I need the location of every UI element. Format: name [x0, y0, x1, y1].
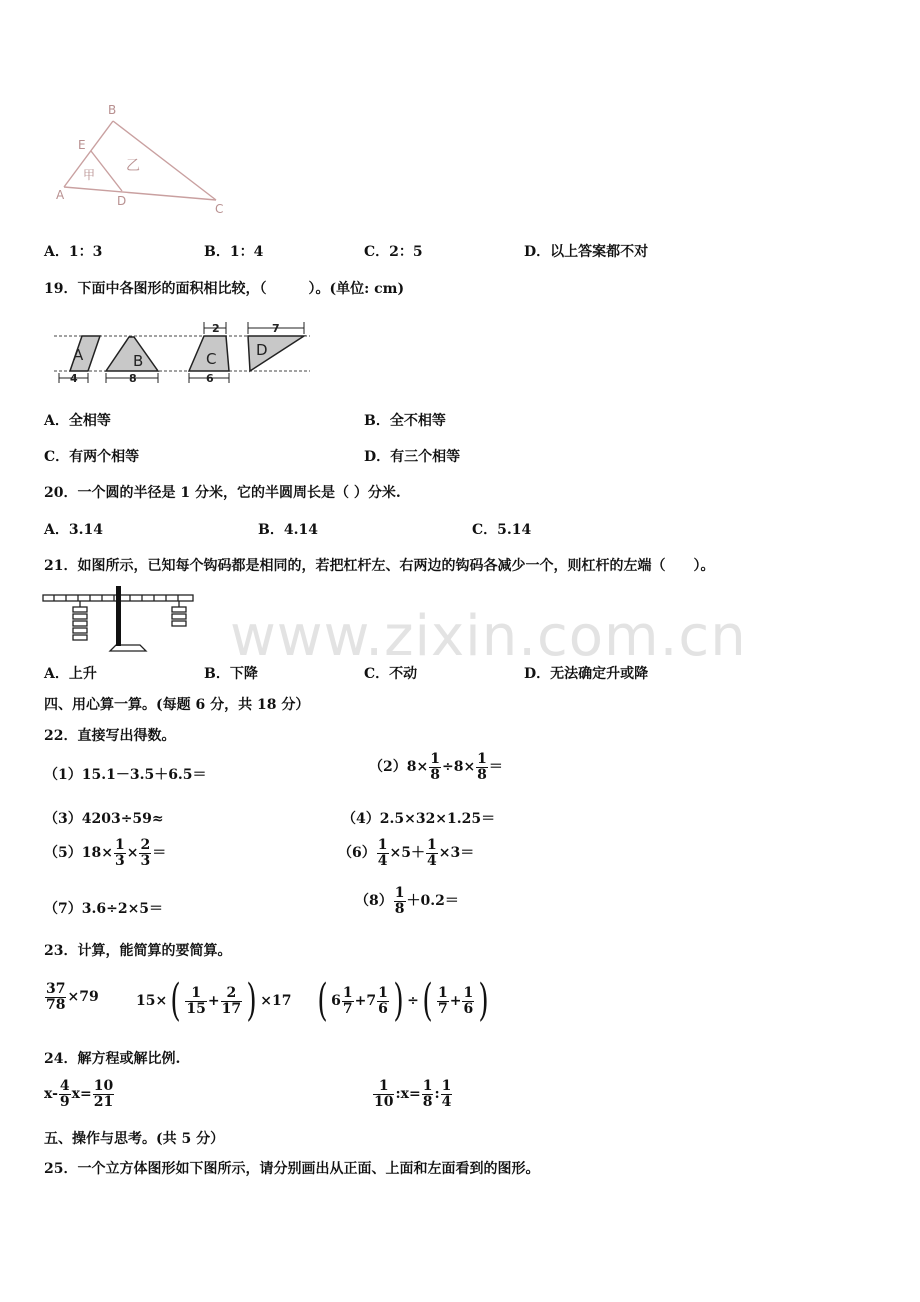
e6-post: ×3＝	[438, 845, 475, 862]
dim-2: 2	[212, 322, 220, 335]
left-paren: (	[317, 975, 328, 1026]
e2-post: ＝	[488, 759, 503, 776]
q22-expr-6	[338, 838, 474, 868]
q21-question: 21．如图所示，已知每个钩码都是相同的，若把杠杆左、右两边的钩码各减少一个，则杠杆的左端（ ）。	[44, 558, 715, 574]
dim-4: 4	[70, 372, 78, 385]
fraction: $\frac{1}{6}$	[463, 984, 474, 1017]
fraction: $\frac{1}{7}$	[342, 984, 353, 1017]
q21-lever-figure	[42, 585, 198, 655]
right-paren: )	[478, 975, 489, 1026]
fraction: $\frac{1}{10}$	[374, 1078, 394, 1110]
q22-expr-3: （3）4203÷59≈	[44, 811, 164, 827]
e8-post: ＋0.2＝	[406, 893, 459, 910]
q22-expr-4: （4）2.5×32×1.25＝	[342, 811, 496, 827]
fraction: $\frac{4}{9}$	[59, 1078, 70, 1110]
dim-6: 6	[206, 372, 214, 385]
fraction: $\frac{1}{8}$	[394, 885, 405, 917]
label-B: B	[108, 103, 117, 117]
q20-option-a[interactable]: A．3.14	[44, 522, 103, 538]
fraction: $\frac{1}{8}$	[477, 751, 487, 783]
q21-option-b[interactable]: B．下降	[204, 666, 258, 682]
q22-expr-2	[369, 752, 503, 782]
right-paren: )	[393, 975, 404, 1026]
a-mid: x=	[71, 1086, 92, 1103]
q18-option-b[interactable]: B．1：4	[204, 244, 264, 260]
section-4-heading: 四、用心算一算。(每题 6 分，共 18 分）	[44, 697, 310, 713]
fraction: $\frac{1}{15}$	[186, 984, 206, 1017]
q19-option-b[interactable]: B．全不相等	[364, 413, 446, 429]
q24-proportion-b	[372, 1079, 453, 1109]
q23-title: 23．计算，能简算的要简算。	[44, 943, 232, 959]
fraction: $\frac{2}{3}$	[140, 837, 151, 869]
e6-pre: （6）	[338, 845, 376, 862]
fraction: $\frac{37}{78}$	[46, 981, 66, 1013]
c3-whole-1: 6	[331, 993, 341, 1009]
dim-7: 7	[272, 322, 280, 335]
q19-option-a[interactable]: A．全相等	[44, 413, 111, 429]
q24-title: 24．解方程或解比例.	[44, 1051, 181, 1067]
q24-equation-a	[44, 1079, 115, 1109]
fraction: $\frac{2}{17}$	[221, 984, 242, 1017]
q23-calc-3	[314, 975, 492, 1026]
c3-plus-2: +	[449, 993, 462, 1009]
e6-mid: ×5＋	[389, 845, 425, 862]
fraction: $\frac{1}{4}$	[377, 837, 388, 869]
c2-pre: 15×	[136, 993, 168, 1009]
q20-option-b[interactable]: B．4.14	[258, 522, 318, 538]
fraction: $\frac{1}{8}$	[422, 1078, 433, 1110]
c3-whole-2: 7	[366, 993, 377, 1009]
c2-post: ×17	[260, 993, 292, 1009]
e8-pre: （8）	[355, 893, 393, 910]
q22-title: 22．直接写出得数。	[44, 728, 176, 744]
q22-expr-1: （1）15.1－3.5＋6.5＝	[44, 767, 207, 783]
dim-8: 8	[129, 372, 137, 385]
label-A: A	[56, 188, 65, 202]
c3-plus-1: +	[354, 993, 367, 1009]
watermark: www.zixin.com.cn	[230, 604, 747, 669]
e5-post: ＝	[152, 845, 167, 862]
shape-C-label: C	[206, 350, 217, 368]
fraction: $\frac{1}{4}$	[441, 1078, 452, 1110]
shape-D-label: D	[256, 341, 268, 359]
q23-calc-2	[136, 975, 292, 1026]
c1-post: ×79	[67, 989, 99, 1006]
q22-expr-7: （7）3.6÷2×5＝	[44, 901, 164, 917]
label-C: C	[215, 202, 224, 216]
q20-question: 20．一个圆的半径是 1 分米，它的半圆周长是（ ）分米.	[44, 485, 401, 501]
e2-mid: ÷8×	[441, 759, 476, 776]
b-mid: :x=	[395, 1086, 421, 1103]
q22-expr-8	[355, 886, 459, 916]
q19-option-d[interactable]: D．有三个相等	[364, 449, 461, 465]
q19-shapes-figure	[52, 318, 314, 390]
q23-calc-1	[44, 982, 99, 1012]
q21-option-d[interactable]: D．无法确定升或降	[524, 666, 649, 682]
e5-mid: ×	[126, 845, 139, 862]
q22-expr-5	[44, 838, 166, 868]
c3-div: ÷	[407, 993, 419, 1009]
label-E: E	[78, 138, 86, 152]
q19-question: 19．下面中各图形的面积相比较，（ ）。(单位: cm)	[44, 281, 405, 297]
q18-option-c[interactable]: C．2：5	[364, 244, 423, 260]
shape-B-label: B	[133, 352, 144, 370]
section-5-heading: 五、操作与思考。(共 5 分）	[44, 1131, 225, 1147]
fraction: $\frac{10}{21}$	[93, 1078, 114, 1110]
e5-pre: （5）18×	[44, 845, 113, 862]
left-paren: (	[422, 975, 433, 1026]
q21-option-a[interactable]: A．上升	[44, 666, 97, 682]
fraction: $\frac{1}{7}$	[437, 984, 448, 1017]
fraction: $\frac{1}{4}$	[426, 837, 437, 869]
left-paren: (	[170, 975, 181, 1026]
q20-option-c[interactable]: C．5.14	[472, 522, 532, 538]
q18-option-a[interactable]: A．1：3	[44, 244, 103, 260]
q25-question: 25．一个立方体图形如下图所示，请分别画出从正面、上面和左面看到的图形。	[44, 1161, 540, 1177]
right-paren: )	[246, 975, 257, 1026]
e2-pre: （2）8×	[369, 759, 429, 776]
b-colon: :	[434, 1086, 440, 1103]
label-D: D	[117, 194, 127, 208]
a-pre: x-	[44, 1086, 58, 1103]
shape-A-label: A	[73, 346, 84, 364]
fraction: $\frac{1}{6}$	[378, 984, 388, 1017]
q18-option-d[interactable]: D．以上答案都不对	[524, 244, 649, 260]
q19-option-c[interactable]: C．有两个相等	[44, 449, 140, 465]
label-jia: 甲	[83, 168, 96, 182]
label-yi: 乙	[126, 158, 140, 174]
q21-option-c[interactable]: C．不动	[364, 666, 418, 682]
fraction: $\frac{1}{8}$	[430, 751, 440, 783]
q18-triangle-figure	[50, 100, 240, 220]
fraction: $\frac{1}{3}$	[114, 837, 125, 869]
c2-plus: +	[207, 993, 220, 1009]
